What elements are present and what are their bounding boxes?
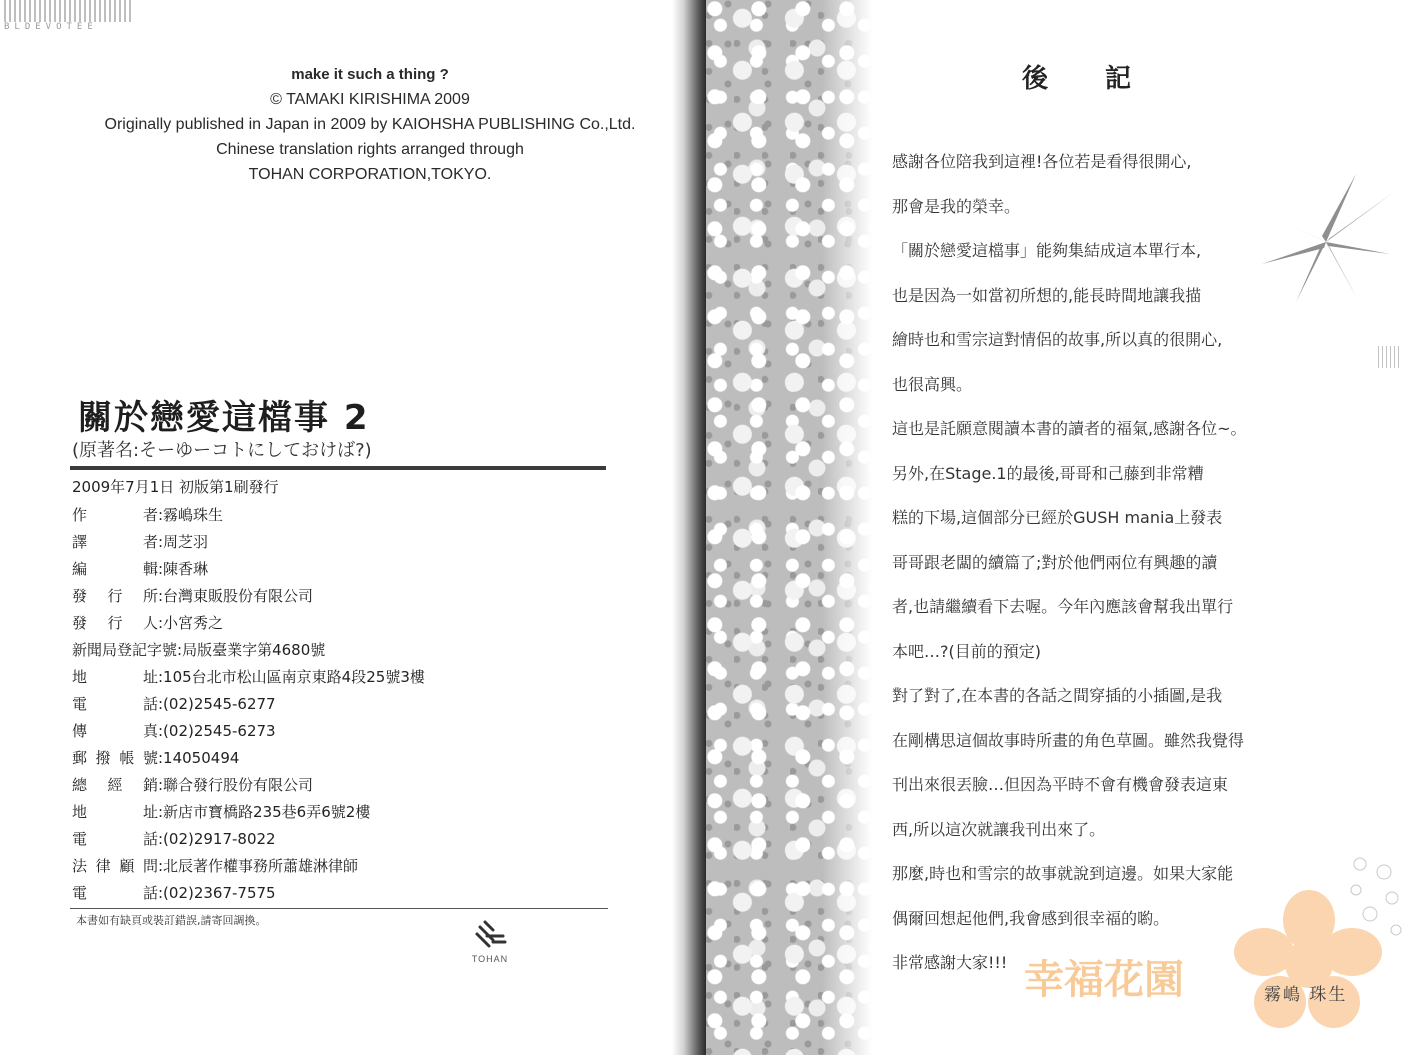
info-label: 電 話 (72, 830, 158, 848)
info-value: :北辰著作權事務所蕭雄淋律師 (158, 857, 359, 875)
info-value: :周芝羽 (158, 533, 209, 551)
scanlation-watermark (4, 0, 136, 32)
info-label: 作 者 (72, 506, 158, 524)
afterword-title: 後 記 (1022, 64, 1156, 94)
publication-date: 2009年7月1日 初版第1刷發行 (72, 478, 279, 496)
colophon-info-list (72, 502, 425, 907)
site-watermark: 幸福花園 (1024, 956, 1184, 1003)
tohan-logo (468, 920, 512, 964)
info-value: :局版臺業字第4680號 (177, 641, 326, 659)
list-item (72, 610, 425, 637)
info-label: 地 址 (72, 668, 158, 686)
info-label: 傳 真 (72, 722, 158, 740)
list-item (72, 691, 425, 718)
list-item (72, 583, 425, 610)
info-value: :(02)2545-6273 (158, 722, 276, 740)
translation-rights-line: Chinese translation rights arranged through (216, 141, 524, 158)
text-line: 非常感謝大家!!! (892, 953, 1008, 972)
original-title: (原著名:そーゆーコトにしておけば?) (72, 440, 372, 461)
info-value: :新店市寶橋路235巷6弄6號2樓 (158, 803, 371, 821)
info-value: :聯合發行股份有限公司 (158, 776, 314, 794)
info-label: 譯 者 (72, 533, 158, 551)
list-item (72, 745, 425, 772)
afterword-page (872, 0, 1420, 1055)
list-item (72, 826, 425, 853)
text-line: 本吧…?(目前的預定) (892, 641, 1041, 661)
author-signature: 霧嶋 珠生 (1264, 985, 1348, 1005)
barcode-icon (4, 0, 134, 22)
info-label: 地 址 (72, 803, 158, 821)
list-item (72, 853, 425, 880)
info-value: :小宮秀之 (158, 614, 224, 632)
text-line: 偶爾回想起他們,我會感到很幸福的喲。 (892, 908, 1170, 928)
license-credits (40, 62, 700, 187)
text-line: 者,也請繼續看下去喔。今年內應該會幫我出單行 (892, 597, 1234, 616)
text-line: 西,所以這次就讓我刊出來了。 (892, 819, 1106, 839)
info-label: 郵撥帳號 (72, 749, 158, 767)
leaf-spray-icon (1256, 172, 1396, 312)
info-label: 電 話 (72, 884, 158, 902)
list-item (72, 718, 425, 745)
text-line: 糕的下場,這個部分已經於GUSH mania上發表 (892, 508, 1223, 527)
copyright-line: © TAMAKI KIRISHIMA 2009 (270, 91, 470, 108)
info-value: :105台北市松山區南京東路4段25號3樓 (158, 668, 425, 686)
list-item (72, 664, 425, 691)
watermark-text: BLDEVOTEE (4, 22, 98, 32)
info-label: 發 行 人 (72, 614, 158, 632)
list-item (72, 529, 425, 556)
text-line: 那會是我的榮幸。 (892, 196, 1021, 216)
text-line: 那麼,時也和雪宗的故事就說到這邊。如果大家能 (892, 864, 1234, 883)
afterword-text (892, 146, 1247, 992)
list-item (72, 799, 425, 826)
publisher-line: Originally published in Japan in 2009 by KAIOHSHA PUBLISHING Co.,Ltd. (104, 116, 636, 133)
text-line: 也是因為一如當初所想的,能長時間地讓我描 (892, 285, 1202, 305)
list-item (72, 637, 425, 664)
text-line: 在剛構思這個故事時所畫的角色草圖。雖然我覺得 (892, 730, 1245, 750)
dot-pattern-icon (1378, 346, 1400, 368)
floral-pattern-border (706, 0, 872, 1055)
info-value: :14050494 (158, 749, 240, 767)
text-line: 對了對了,在本書的各話之間穿插的小插圖,是我 (892, 686, 1223, 705)
text-line: 繪時也和雪宗這對情侶的故事,所以真的很開心, (892, 330, 1223, 349)
flower-icon (1234, 890, 1384, 1030)
info-label: 法律顧問 (72, 857, 158, 875)
copyright-page (0, 0, 690, 1055)
agency-line: TOHAN CORPORATION,TOKYO. (248, 166, 492, 183)
list-item (72, 880, 425, 907)
info-value: :台灣東販股份有限公司 (158, 587, 314, 605)
list-item (72, 556, 425, 583)
info-value: :(02)2545-6277 (158, 695, 276, 713)
text-line: 「關於戀愛這檔事」能夠集結成這本單行本, (892, 241, 1202, 260)
info-label: 發 行 所 (72, 587, 158, 605)
info-label: 編 輯 (72, 560, 158, 578)
info-label: 電 話 (72, 695, 158, 713)
english-title: make it such a thing ? (291, 66, 449, 83)
tohan-logo-icon (473, 920, 507, 950)
text-line: 另外,在Stage.1的最後,哥哥和己藤到非常糟 (892, 463, 1204, 483)
defect-notice: 本書如有缺頁或裝訂錯誤,請寄回調換。 (76, 914, 267, 927)
info-value: :霧嶋珠生 (158, 506, 224, 524)
info-label: 新聞局登記字號 (72, 641, 178, 659)
info-value: :(02)2917-8022 (158, 830, 276, 848)
text-line: 哥哥跟老闆的續篇了;對於他們兩位有興趣的讀 (892, 552, 1218, 572)
text-line: 也很高興。 (892, 374, 973, 394)
tohan-logo-text: TOHAN (471, 954, 509, 964)
footer-divider (70, 908, 608, 909)
list-item (72, 772, 425, 799)
title-divider (70, 466, 606, 470)
info-value: :(02)2367-7575 (158, 884, 276, 902)
text-line: 感謝各位陪我到這裡!各位若是看得很開心, (892, 152, 1192, 171)
info-label: 總 經 銷 (72, 776, 158, 794)
book-spine-shadow (672, 0, 710, 1055)
list-item (72, 502, 425, 529)
book-title: 關於戀愛這檔事 2 (78, 398, 370, 438)
text-line: 刊出來很丟臉…但因為平時不會有機會發表這東 (892, 775, 1229, 794)
text-line: 這也是託願意閱讀本書的讀者的福氣,感謝各位~。 (892, 419, 1247, 438)
info-value: :陳香琳 (158, 560, 209, 578)
